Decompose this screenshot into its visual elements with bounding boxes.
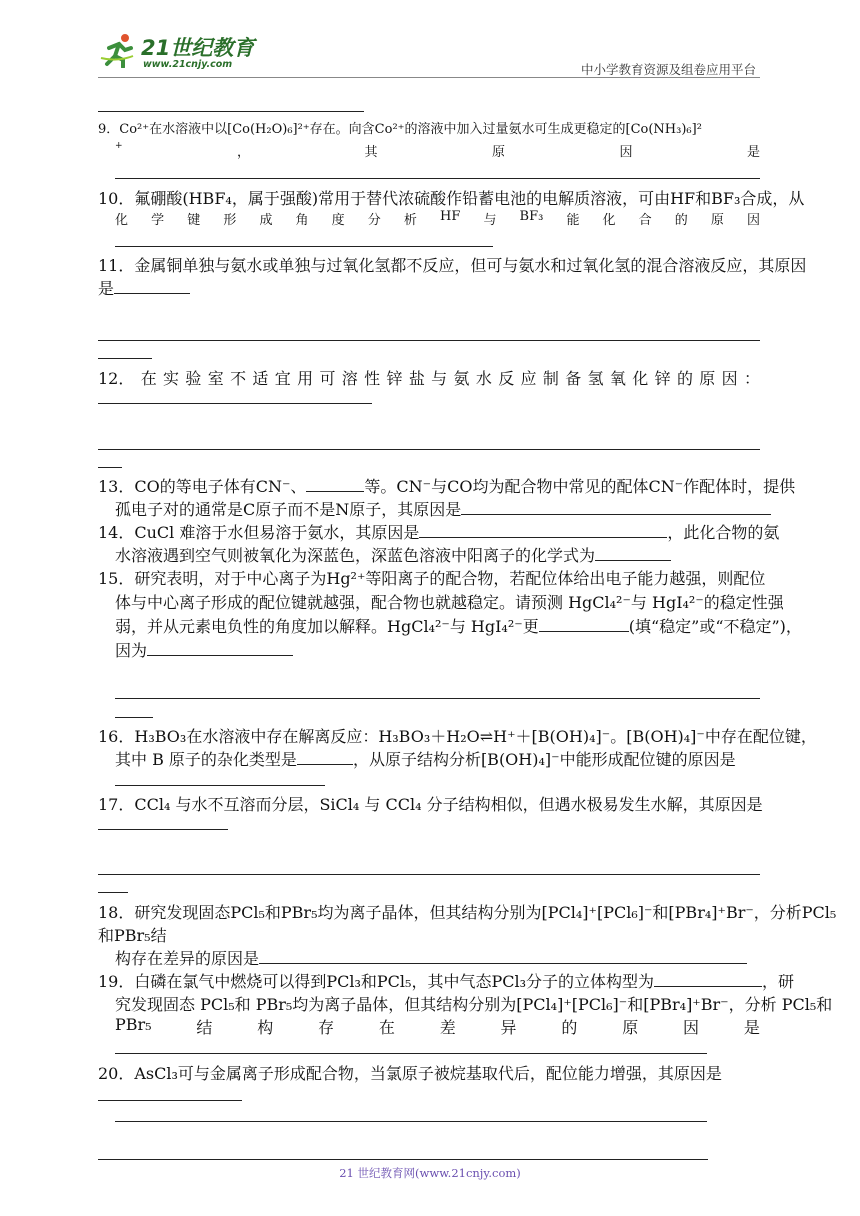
q15-line2: 体与中心离子形成的配位键就越强，配合物也就越稳定。请预测 HgCl₄²⁻与 HgI₄²⁻的稳定性强 [115, 593, 784, 612]
q17-line1: 17．CCl₄ 与水不互溶而分层，SiCl₄ 与 CCl₄ 分子结构相似，但遇水极易发生水解，其原因是 [98, 795, 763, 814]
answer-blank [115, 1121, 707, 1122]
answer-blank [115, 246, 493, 247]
answer-blank [98, 449, 760, 450]
footer-text[interactable]: 21 世纪教育网(www.21cnjy.com) [339, 1166, 521, 1180]
site-logo[interactable] [95, 28, 275, 76]
answer-blank [98, 874, 760, 875]
q13-line2: 孤电子对的通常是C原子而不是N原子，其原因是 [115, 497, 771, 520]
q14-line2: 水溶液遇到空气则被氧化为深蓝色，深蓝色溶液中阳离子的化学式为 [115, 543, 671, 566]
answer-blank [98, 467, 122, 468]
answer-blank [654, 974, 762, 987]
q11-line2: 是 [98, 279, 115, 298]
q10-line2: 化 学 键 形 成 角 度 分 析 HF 与 BF₃ 能 化 合 的 原 因 [115, 209, 760, 228]
q19-line2: 究发现固态 PCl₅和 PBr₅均为离子晶体，但其结构分别为[PCl₄]⁺[PCl₆]⁻和[PBr₄]⁺Br⁻，分析 PCl₅和 [115, 995, 833, 1014]
q18-line1: 18．研究发现固态PCl₅和PBr₅均为离子晶体，但其结构分别为[PCl₄]⁺[PCl₆]⁻和[PBr₄]⁺Br⁻，分析PCl₅ [98, 903, 837, 922]
header-divider [98, 77, 760, 78]
answer-blank [98, 111, 364, 112]
q15-line4: 因为 [115, 638, 293, 661]
answer-blank [115, 785, 325, 786]
q9-line1: 9．Co²⁺在水溶液中以[Co(H₂O)₆]²⁺存在。向含Co²⁺的溶液中加入过量氨水可生成更稳定的[Co(NH₃)₆]² [98, 122, 702, 137]
answer-blank [98, 340, 760, 341]
answer-blank [98, 1100, 242, 1101]
q16-line1: 16．H₃BO₃在水溶液中存在解离反应：H₃BO₃＋H₂O⇌H⁺＋[B(OH)₄]⁻。[B(OH)₄]⁻中存在配位键， [98, 727, 817, 746]
answer-blank [98, 358, 152, 359]
answer-blank [297, 752, 353, 765]
q19-line1: 19．白磷在氯气中燃烧可以得到PCl₃和PCl₅，其中气态PCl₃分子的立体构型为 ，研 [98, 972, 794, 991]
q15-line3: 弱，并从元素电负性的角度加以解释。HgCl₄²⁻与 HgI₄²⁻更 (填“稳定”或“不稳定”)， [115, 617, 802, 636]
brand-url: www.21cnjy.com [143, 59, 233, 70]
q11-line1: 11．金属铜单独与氨水或单独与过氧化氢都不反应，但可与氨水和过氧化氢的混合溶液反应，其原因 [98, 256, 807, 275]
q19-line3: PBr₅ 结 构 存 在 差 异 的 原 因 是 [115, 1015, 760, 1037]
answer-blank [539, 619, 629, 632]
footer-divider [98, 1159, 708, 1160]
runner-logo-icon [99, 32, 135, 68]
answer-blank [115, 1053, 707, 1054]
q15-line1: 15．研究表明，对于中心离子为Hg²⁺等阳离子的配合物，若配位体给出电子能力越强，则配位 [98, 569, 766, 588]
q12-line1: 12． 在 实 验 室 不 适 宜 用 可 溶 性 锌 盐 与 氨 水 反 应 制 备 氢 氧 化 锌 的 原 因 ： [98, 369, 760, 388]
q18-line3: 构存在差异的原因是 [115, 946, 747, 969]
answer-blank [114, 293, 190, 294]
q10-line1: 10．氟硼酸(HBF₄，属于强酸)常用于替代浓硫酸作铅蓄电池的电解质溶液，可由HF和BF₃合成，从 [98, 189, 805, 208]
answer-blank [98, 829, 228, 830]
page-header [0, 0, 860, 80]
answer-blank [115, 178, 760, 179]
q14-line1: 14．CuCl 难溶于水但易溶于氨水，其原因是 ，此化合物的氨 [98, 523, 780, 542]
answer-blank [419, 525, 667, 538]
answer-blank [461, 502, 771, 515]
platform-title: 中小学教育资源及组卷应用平台 [580, 62, 756, 77]
q18-line2: 和PBr₅结 [98, 926, 167, 945]
brand-name: 21世纪教育 [141, 36, 255, 60]
q20-line1: 20．AsCl₃可与金属离子形成配合物，当氯原子被烷基取代后，配位能力增强，其原因是 [98, 1064, 722, 1083]
answer-blank [115, 717, 153, 718]
answer-blank [98, 892, 128, 893]
answer-blank [595, 548, 671, 561]
answer-blank [115, 698, 760, 699]
answer-blank [259, 951, 747, 964]
q9-line2: + ， 其 原 因 是 [115, 141, 760, 160]
q16-line2: 其中 B 原子的杂化类型是 ，从原子结构分析[B(OH)₄]⁻中能形成配位键的原因是 [115, 750, 736, 769]
answer-blank [98, 403, 372, 404]
answer-blank [306, 479, 364, 492]
answer-blank [147, 643, 293, 656]
q13-line1: 13．CO的等电子体有CN⁻、 等。CN⁻与CO均为配合物中常见的配体CN⁻作配体时，提供 [98, 477, 796, 496]
